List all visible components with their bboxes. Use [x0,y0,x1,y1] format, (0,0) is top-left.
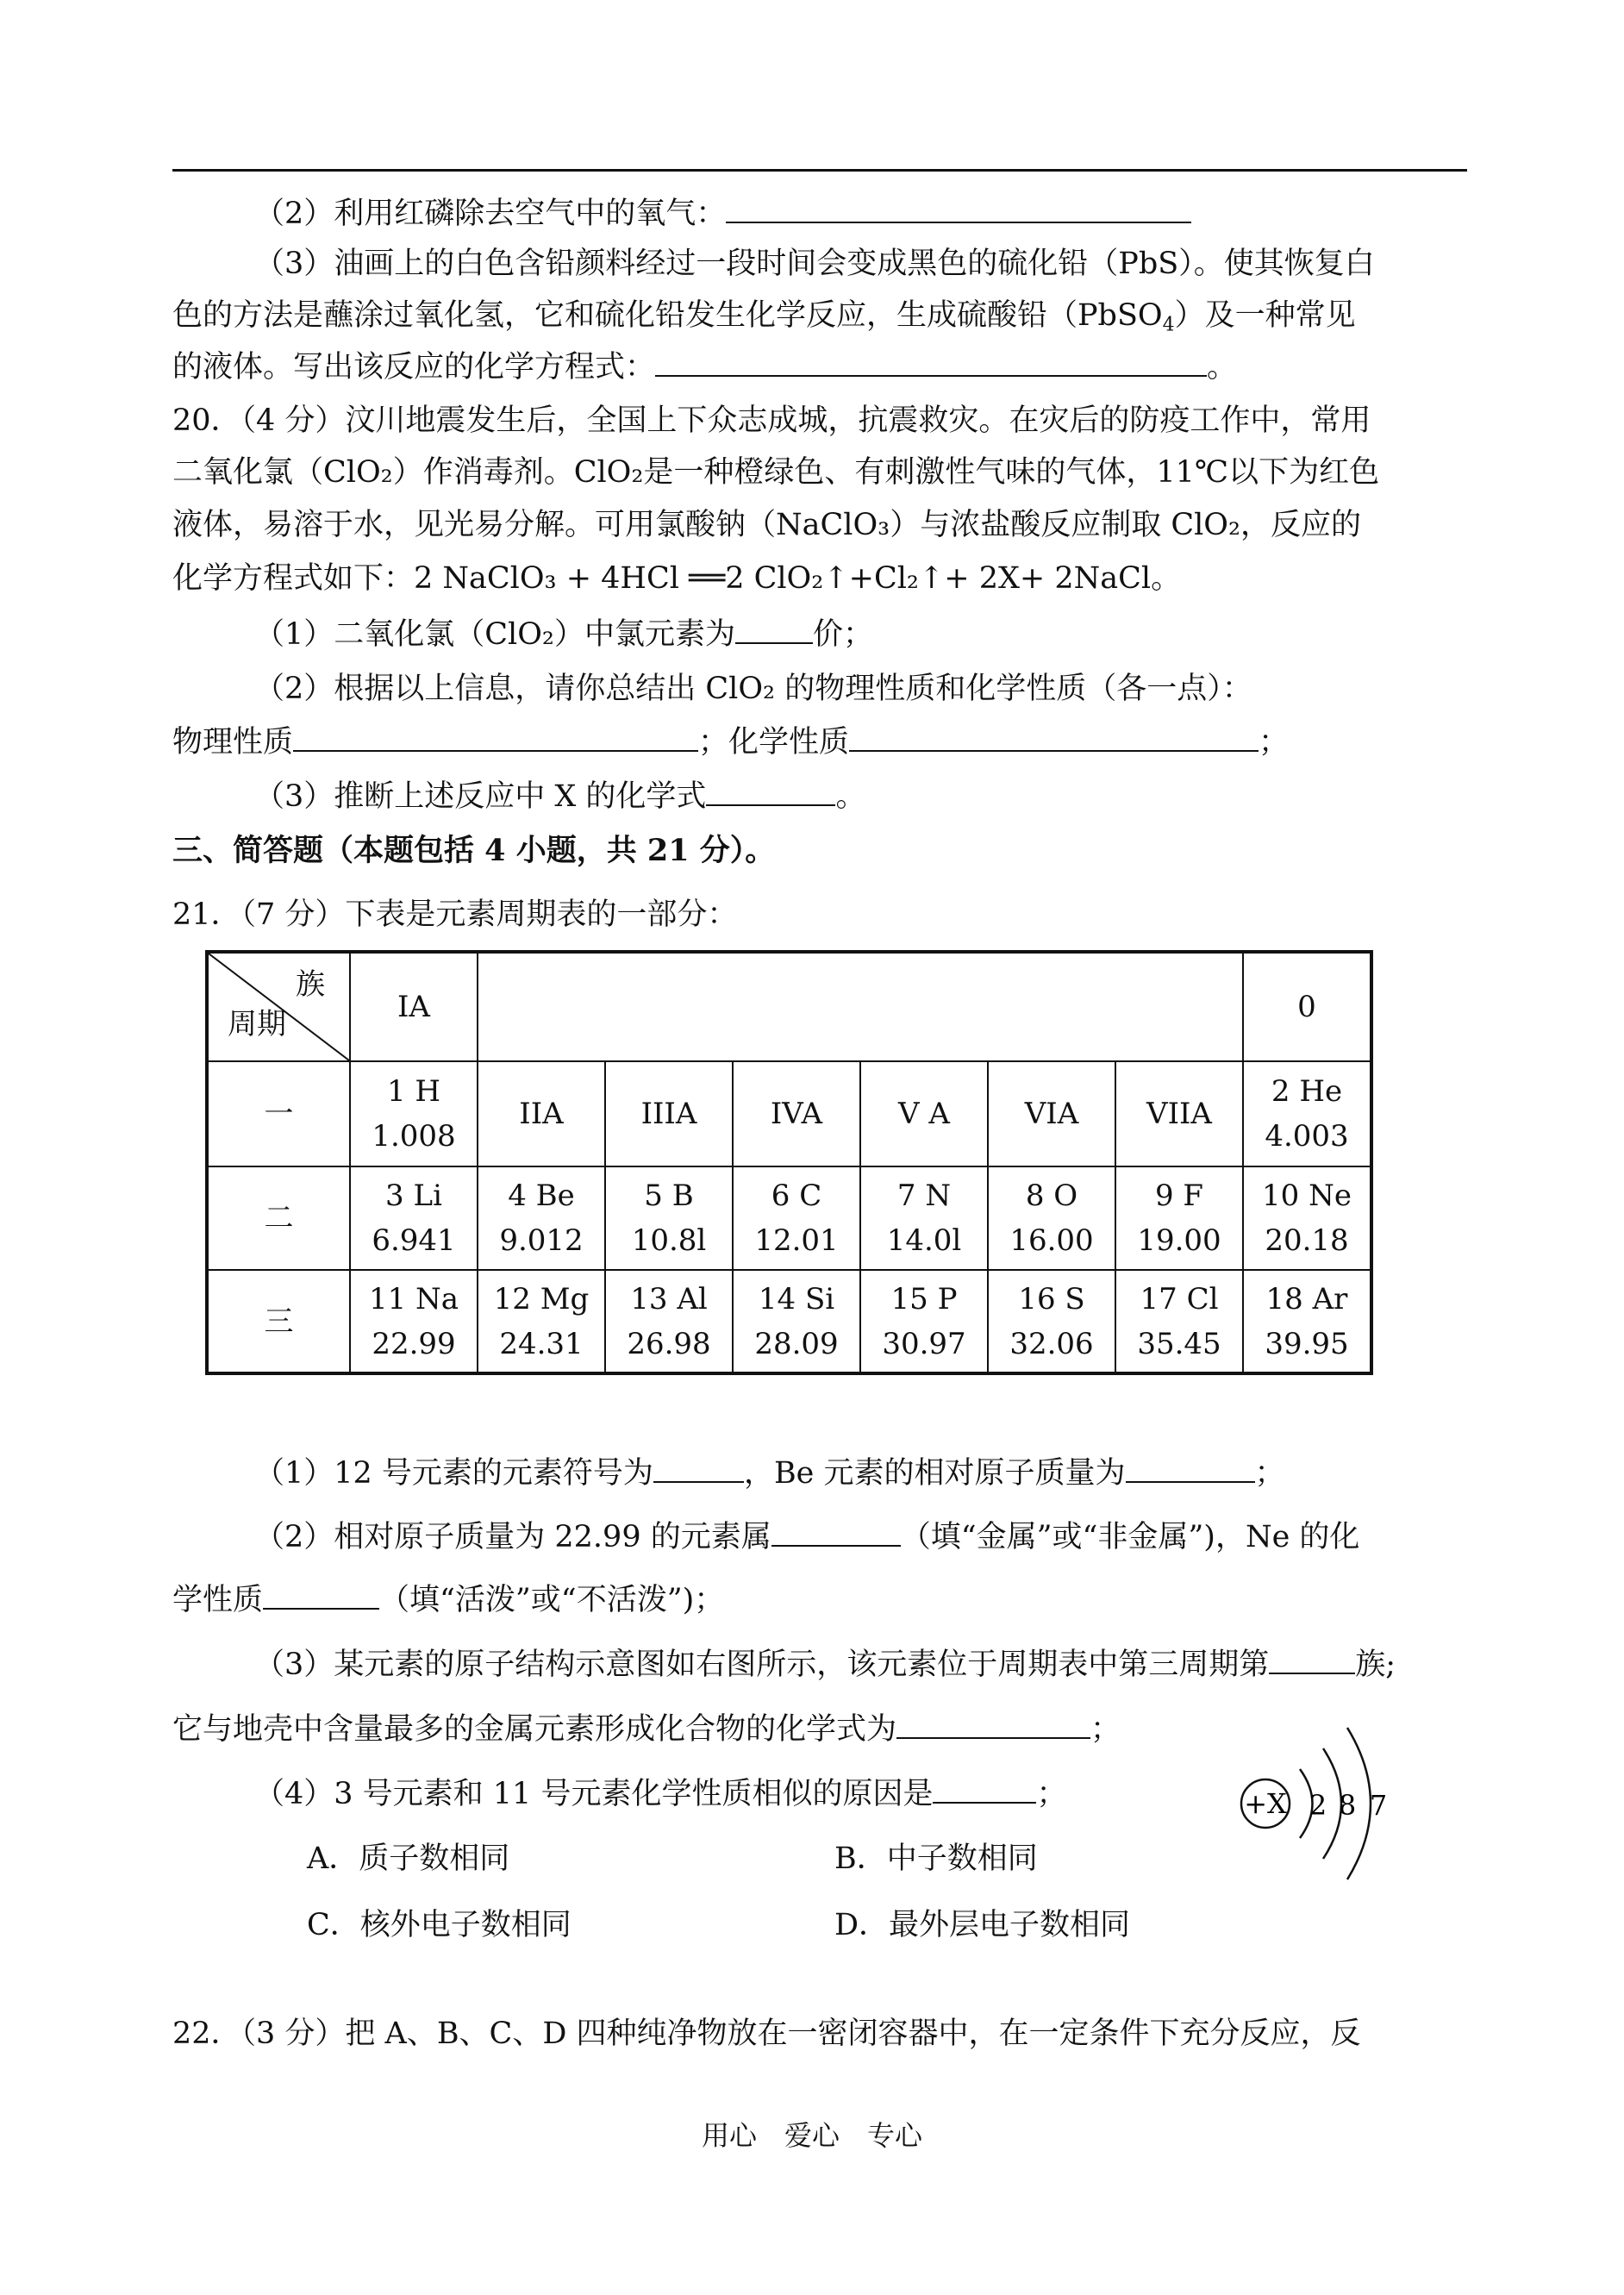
q21-sub3-cont: 它与地壳中含量最多的金属元素形成化合物的化学式为 ； [172,1703,1470,1756]
element-cell: 2 He 4.003 [1243,1061,1371,1166]
page-footer: 用心 爱心 专心 [701,2119,922,2152]
answer-blank [655,346,1207,377]
q21-sub3: （3）某元素的原子结构示意图如右图所示，该元素位于周期表中第三周期第 族; [254,1638,1552,1692]
group-label: IIIA [605,1061,733,1166]
element-cell: 15 P 30.97 [860,1270,988,1373]
group-label: VIA [988,1061,1115,1166]
option-b: B．中子数相同 [834,1842,1038,1876]
period-label: 二 [207,1166,350,1270]
answer-blank [771,1516,901,1547]
q20-equation: 化学方程式如下：2 NaClO₃ + 4HCl ══2 ClO₂↑+Cl₂↑+ 2X+ 2NaCl。 [172,561,1182,596]
atom-structure-diagram [1228,1716,1427,1888]
element-cell: 10 Ne 20.18 [1243,1166,1371,1270]
answer-blank [293,721,698,752]
periodic-table [205,950,1373,1375]
element-cell: 5 B 10.8l [605,1166,733,1270]
q21-sub2-cont: 学性质 （填“活泼”或“不活泼”)； [172,1573,1470,1627]
element-cell: 3 Li 6.941 [350,1166,478,1270]
q20-line1: 20．（4 分）汶川地震发生后，全国上下众志成城，抗震救灾。在灾后的防疫工作中，常用 [172,403,1371,438]
top-rule [172,169,1467,172]
answer-blank [933,1773,1036,1804]
group-label: V A [860,1061,988,1166]
element-cell: 4 Be 9.012 [478,1166,605,1270]
element-cell: 16 S 32.06 [988,1270,1115,1373]
option-d: D．最外层电子数相同 [834,1908,1131,1942]
element-cell: 6 C 12.01 [733,1166,860,1270]
option-a: A．质子数相同 [307,1842,510,1876]
element-cell: 7 N 14.0l [860,1166,988,1270]
answer-blank [735,613,813,644]
period-label: 一 [207,1061,350,1166]
q19-part3-line2: 色的方法是蘸涂过氧化氢，它和硫化铅发生化学反应，生成硫酸铅（PbSO$_4$）及一种常见 [172,298,1356,336]
element-cell: 17 Cl 35.45 [1115,1270,1243,1373]
element-cell: 13 Al 26.98 [605,1270,733,1373]
answer-blank [726,192,1191,223]
nucleus-label: +X [1244,1787,1287,1820]
q21-intro: 21．（7 分）下表是元素周期表的一部分： [172,897,738,932]
corner-group-label: 族 [296,967,325,1002]
element-cell: 18 Ar 39.95 [1243,1270,1371,1373]
answer-blank [1126,1452,1255,1483]
q19-part3-line3: 的液体。写出该反应的化学方程式： 。 [172,341,1470,394]
answer-blank [896,1708,1090,1739]
header-zero: 0 [1243,952,1371,1061]
q20-sub2-answers: 物理性质 ；化学性质 ； [172,716,1470,769]
shell-count: 8 [1338,1789,1357,1822]
option-c: C．核外电子数相同 [307,1908,572,1942]
q19-part2: （2）利用红磷除去空气中的氧气： [254,187,1552,241]
q20-line3: 液体，易溶于水，见光易分解。可用氯酸钠（NaClO₃）与浓盐酸反应制取 ClO₂，反应的 [172,508,1362,542]
answer-blank [263,1579,379,1610]
group-label: IVA [733,1061,860,1166]
q20-sub2: （2）根据以上信息，请你总结出 ClO₂ 的物理性质和化学性质（各一点）： [254,672,1252,706]
q19-part3-line1: （3）油画上的白色含铅颜料经过一段时间会变成黑色的硫化铅（PbS）。使其恢复白 [254,247,1375,281]
period-label: 三 [207,1270,350,1373]
q22-line1: 22．（3 分）把 A、B、C、D 四种纯净物放在一密闭容器中，在一定条件下充分反应，反 [172,2017,1361,2051]
q20-line2: 二氧化氯（ClO₂）作消毒剂。ClO₂是一种橙绿色、有刺激性气味的气体，11℃以下为红色 [172,455,1380,490]
element-cell: 9 F 19.00 [1115,1166,1243,1270]
header-ia: IA [350,952,478,1061]
answer-blank [653,1452,744,1483]
section-heading: 三、简答题（本题包括 4 小题，共 21 分）。 [172,833,776,868]
corner-period-label: 周期 [228,1007,286,1041]
element-cell: 1 H 1.008 [350,1061,478,1166]
answer-blank [1269,1643,1355,1674]
shell-count: 7 [1369,1789,1388,1822]
q21-sub1: （1）12 号元素的元素符号为 ，Be 元素的相对原子质量为 ； [254,1447,1552,1500]
element-cell: 11 Na 22.99 [350,1270,478,1373]
answer-blank [849,721,1259,752]
q20-sub1: （1）二氧化氯（ClO₂）中氯元素为 价； [254,608,1552,661]
element-cell: 14 Si 28.09 [733,1270,860,1373]
header-blank [478,952,1243,1061]
element-cell: 8 O 16.00 [988,1166,1115,1270]
q21-sub4: （4）3 号元素和 11 号元素化学性质相似的原因是 ； [254,1767,1552,1821]
table-corner [207,952,350,1061]
group-label: VIIA [1115,1061,1243,1166]
answer-blank [706,775,835,806]
shell-count: 2 [1309,1789,1327,1822]
q21-sub2: （2）相对原子质量为 22.99 的元素属 （填“金属”或“非金属”)，Ne 的化 [254,1510,1552,1564]
element-cell: 12 Mg 24.31 [478,1270,605,1373]
group-label: IIA [478,1061,605,1166]
q20-sub3: （3）推断上述反应中 X 的化学式 。 [254,770,1552,823]
